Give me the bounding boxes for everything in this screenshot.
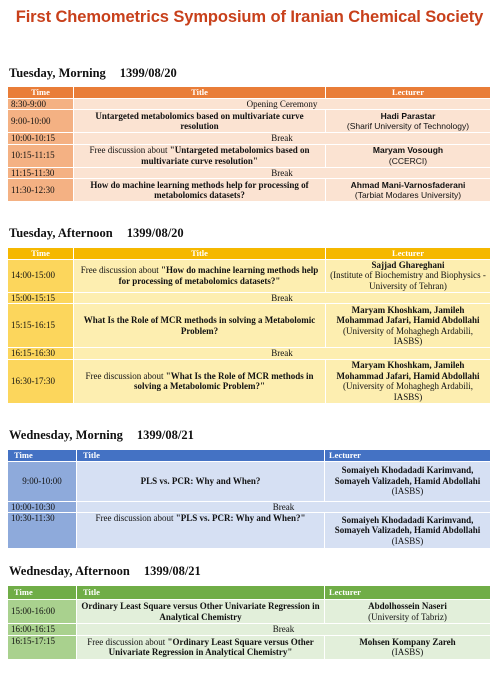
section-day: Tuesday, Afternoon <box>9 226 113 240</box>
time-cell: 8:30-9:00 <box>8 98 74 110</box>
section-date: 1399/08/21 <box>143 564 201 578</box>
time-cell: 10:00-10:15 <box>8 133 74 145</box>
time-cell: 15:15-16:15 <box>8 304 74 348</box>
table-row <box>8 133 491 145</box>
table-row <box>8 635 491 659</box>
lecturer-name: Somaiyeh Khodadadi Karimvand, Somayeh Valizadeh, Hamid Abdollahi <box>334 465 481 486</box>
page-title: First Chemometrics Symposium of Iranian Chemical Society <box>15 8 484 26</box>
time-cell: 11:15-11:30 <box>8 167 74 179</box>
table-row <box>8 304 491 348</box>
lecturer-cell <box>326 259 491 292</box>
time-cell: 15:00-16:00 <box>8 600 77 624</box>
title-topic: "Ordinary Least Square versus Other Univariate Regression in Analytical Chemistry" <box>108 636 314 657</box>
col-lecturer-header: Lecturer <box>326 87 491 99</box>
table-row <box>8 501 491 513</box>
table-row <box>8 98 491 110</box>
title-cell: What Is the Role of MCR methods in solving a Metabolomic Problem? <box>74 304 326 348</box>
schedule-table-wednesday-afternoon <box>7 585 491 660</box>
section-day: Wednesday, Morning <box>9 428 123 442</box>
time-cell: 9:00-10:00 <box>8 461 77 501</box>
lecturer-cell <box>326 304 491 348</box>
table-header-row <box>8 248 491 260</box>
time-cell: 14:00-15:00 <box>8 259 74 292</box>
title-cell: Break <box>74 167 491 179</box>
title-cell <box>74 259 326 292</box>
table-row <box>8 144 491 167</box>
lecturer-name: Abdolhossein Naseri <box>368 601 447 611</box>
title-cell: Break <box>74 292 491 304</box>
lecturer-name: Maryam Khoshkam, Jamileh Mohammad Jafari, Hamid Abdollahi <box>336 304 480 325</box>
table-row <box>8 513 491 549</box>
col-title-header: Title <box>77 586 325 600</box>
table-row <box>8 292 491 304</box>
col-lecturer-header: Lecturer <box>325 450 491 462</box>
time-cell: 16:15-17:15 <box>8 635 77 659</box>
lecturer-affiliation: (IASBS) <box>391 486 424 497</box>
title-prefix: Free discussion about <box>80 265 161 275</box>
time-cell: 10:30-11:30 <box>8 513 77 549</box>
lecturer-cell <box>325 513 491 549</box>
title-topic: "PLS vs. PCR: Why and When?" <box>175 513 306 523</box>
section-heading-tuesday-morning <box>9 66 177 81</box>
table-row <box>8 624 491 636</box>
lecturer-name: Maryam Khoshkam, Jamileh Mohammad Jafari, Hamid Abdollahi <box>336 360 480 381</box>
time-cell: 15:00-15:15 <box>8 292 74 304</box>
time-cell: 16:30-17:30 <box>8 359 74 403</box>
time-cell: 16:00-16:15 <box>8 624 77 636</box>
title-cell: Break <box>74 133 491 145</box>
lecturer-name: Maryam Vosough <box>372 145 444 155</box>
title-topic: "How do machine learning methods help for processing of metabolomics datasets?" <box>118 265 319 286</box>
title-prefix: Free discussion about <box>95 513 176 523</box>
table-row <box>8 348 491 360</box>
title-cell <box>74 359 326 403</box>
title-topic: "What Is the Role of MCR methods in solving a Metabolomic Problem?" <box>133 370 314 391</box>
schedule-table-tuesday-afternoon <box>7 247 491 404</box>
time-cell: 10:15-11:15 <box>8 144 74 167</box>
table-row <box>8 600 491 624</box>
lecturer-cell <box>325 600 491 624</box>
title-cell: Untargeted metabolomics based on multivariate curve resolution <box>74 110 326 133</box>
col-lecturer-header: Lecturer <box>325 586 491 600</box>
section-day: Wednesday, Afternoon <box>9 564 130 578</box>
table-row <box>8 167 491 179</box>
title-cell: PLS vs. PCR: Why and When? <box>77 461 325 501</box>
title-cell: Opening Ceremony <box>74 98 491 110</box>
table-header-row <box>8 586 491 600</box>
table-row <box>8 179 491 202</box>
title-cell: Break <box>74 348 491 360</box>
section-heading-tuesday-afternoon <box>9 226 184 241</box>
lecturer-affiliation: (University of Mohaghegh Ardabili, IASBS) <box>343 381 473 402</box>
title-prefix: Free discussion about <box>85 370 166 381</box>
title-topic: "Untargeted metabolomics based on multivariate curve resolution" <box>141 145 310 166</box>
section-day: Tuesday, Morning <box>9 66 106 80</box>
schedule-table-tuesday-morning <box>7 86 491 202</box>
table-header-row <box>8 87 491 99</box>
time-cell: 16:15-16:30 <box>8 348 74 360</box>
lecturer-affiliation: (CCERCI) <box>388 155 428 166</box>
col-time-header: Time <box>8 450 77 462</box>
section-heading-wednesday-morning <box>9 428 194 443</box>
col-time-header: Time <box>8 248 74 260</box>
lecturer-cell <box>326 144 491 167</box>
time-cell: 10:00-10:30 <box>8 501 77 513</box>
title-cell: Break <box>77 624 491 636</box>
lecturer-affiliation: (IASBS) <box>391 535 424 546</box>
lecturer-cell <box>325 635 491 659</box>
section-heading-wednesday-afternoon <box>9 564 201 579</box>
lecturer-name: Hadi Parastar <box>380 110 436 121</box>
table-row <box>8 359 491 403</box>
lecturer-affiliation: (Tarbiat Modares University) <box>354 190 462 200</box>
title-prefix: Free discussion about <box>89 145 170 155</box>
col-title-header: Title <box>74 87 326 99</box>
lecturer-cell <box>325 461 491 501</box>
lecturer-name: Mohsen Kompany Zareh <box>359 636 456 647</box>
lecturer-affiliation: (Institute of Biochemistry and Biophysics - University of Tehran) <box>330 270 486 291</box>
lecturer-name: Sajjad Ghareghani <box>371 259 445 270</box>
lecturer-affiliation: (University of Mohaghegh Ardabili, IASBS) <box>343 325 473 346</box>
lecturer-cell <box>326 179 491 202</box>
lecturer-cell <box>326 359 491 403</box>
lecturer-cell <box>326 110 491 133</box>
col-time-header: Time <box>8 87 74 99</box>
lecturer-name: Ahmad Mani-Varnosfaderani <box>350 179 466 190</box>
section-date: 1399/08/21 <box>136 428 194 442</box>
time-cell: 11:30-12:30 <box>8 179 74 202</box>
title-cell <box>77 513 325 549</box>
title-cell: How do machine learning methods help for processing of metabolomics datasets? <box>74 179 326 202</box>
table-row <box>8 110 491 133</box>
col-title-header: Title <box>77 450 325 462</box>
col-title-header: Title <box>74 248 326 260</box>
title-prefix: Free discussion about <box>87 636 168 647</box>
title-cell: Ordinary Least Square versus Other Univariate Regression in Analytical Chemistry <box>77 600 325 624</box>
lecturer-affiliation: (Sharif University of Technology) <box>346 121 470 131</box>
title-cell <box>77 635 325 659</box>
time-cell: 9:00-10:00 <box>8 110 74 133</box>
section-date: 1399/08/20 <box>119 66 177 80</box>
schedule-table-wednesday-morning <box>7 449 491 549</box>
section-date: 1399/08/20 <box>126 226 184 240</box>
table-row <box>8 461 491 501</box>
col-lecturer-header: Lecturer <box>326 248 491 260</box>
table-header-row <box>8 450 491 462</box>
col-time-header: Time <box>8 586 77 600</box>
table-row <box>8 259 491 292</box>
lecturer-affiliation: (University of Tabriz) <box>368 611 447 622</box>
lecturer-name: Somaiyeh Khodadadi Karimvand, Somayeh Valizadeh, Hamid Abdollahi <box>334 514 481 536</box>
lecturer-affiliation: (IASBS) <box>391 647 424 657</box>
title-cell <box>74 144 326 167</box>
title-cell: Break <box>77 501 491 513</box>
